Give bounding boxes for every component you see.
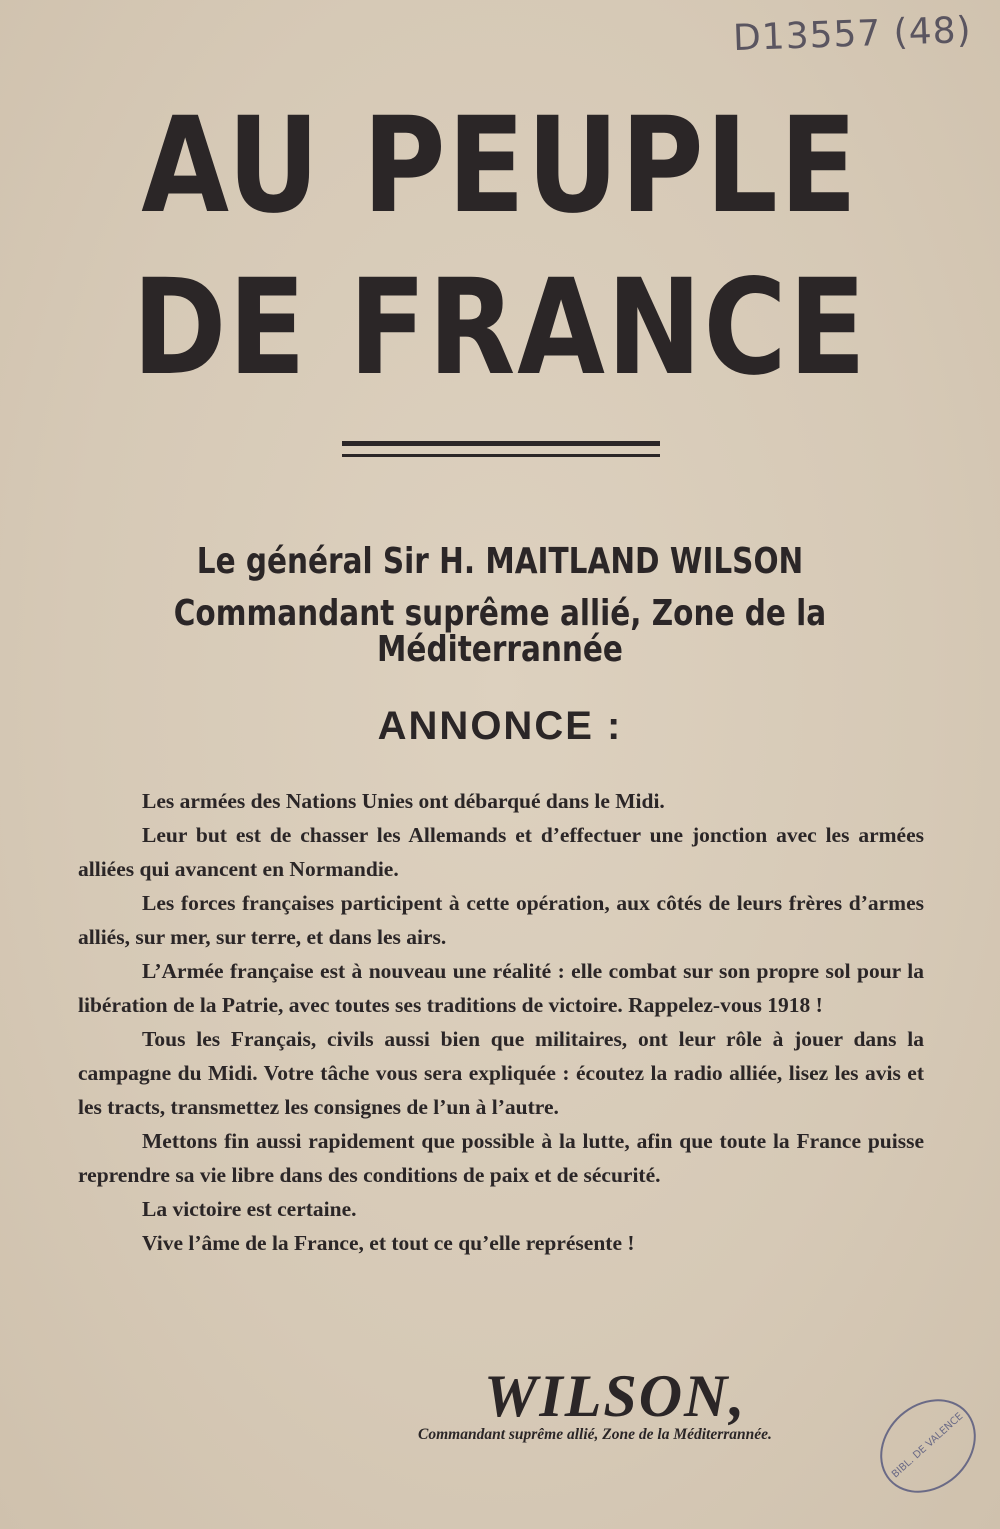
title-line-1: AU PEUPLE — [141, 89, 859, 243]
paragraph: L’Armée française est à nouveau une réalité : elle combat sur son propre sol pour la libération de la Patrie, avec toutes ses traditions de victoire. Rappelez-vous 1918 ! — [78, 959, 924, 1017]
subtitle-line-1: Le général Sir H. MAITLAND WILSON — [196, 541, 804, 582]
signature-role: Commandant suprême allié, Zone de la Méditerrannée. — [418, 1426, 772, 1443]
subtitle-line-2: Commandant suprême allié, Zone de la Méditerrannée — [173, 593, 827, 670]
paragraph: Leur but est de chasser les Allemands et d’effectuer une jonction avec les armées alliées qui avancent en Normandie. — [78, 823, 924, 881]
title-line-2: DE FRANCE — [132, 251, 868, 405]
stamp-text: BIBL. DE VALENCE — [889, 1410, 966, 1481]
library-stamp — [861, 1380, 994, 1512]
title-rule-thick — [342, 441, 660, 446]
paragraph: Mettons fin aussi rapidement que possible à la lutte, afin que toute la France puisse reprendre sa vie libre dans des conditions de paix et de sécurité. — [78, 1129, 924, 1187]
signature-name: WILSON, — [484, 1363, 747, 1429]
announce-heading: ANNONCE : — [377, 704, 623, 748]
announcement-body — [78, 784, 924, 1260]
paragraph: La victoire est certaine. — [142, 1197, 357, 1221]
paragraph: Vive l’âme de la France, et tout ce qu’elle représente ! — [142, 1231, 635, 1255]
paragraph: Les forces françaises participent à cette opération, aux côtés de leurs frères d’armes alliés, sur mer, sur terre, et dans les airs. — [78, 891, 924, 949]
title-rule-thin — [342, 454, 660, 457]
archive-mark: D13557 (48) — [732, 9, 973, 60]
paragraph: Tous les Français, civils aussi bien que militaires, ont leur rôle à jouer dans la campagne du Midi. Votre tâche vous sera expliquée : écoutez la radio alliée, lisez les avis et les tracts, transmettez les consignes de l’un à l’autre. — [78, 1027, 924, 1119]
paragraph: Les armées des Nations Unies ont débarqué dans le Midi. — [142, 789, 665, 813]
